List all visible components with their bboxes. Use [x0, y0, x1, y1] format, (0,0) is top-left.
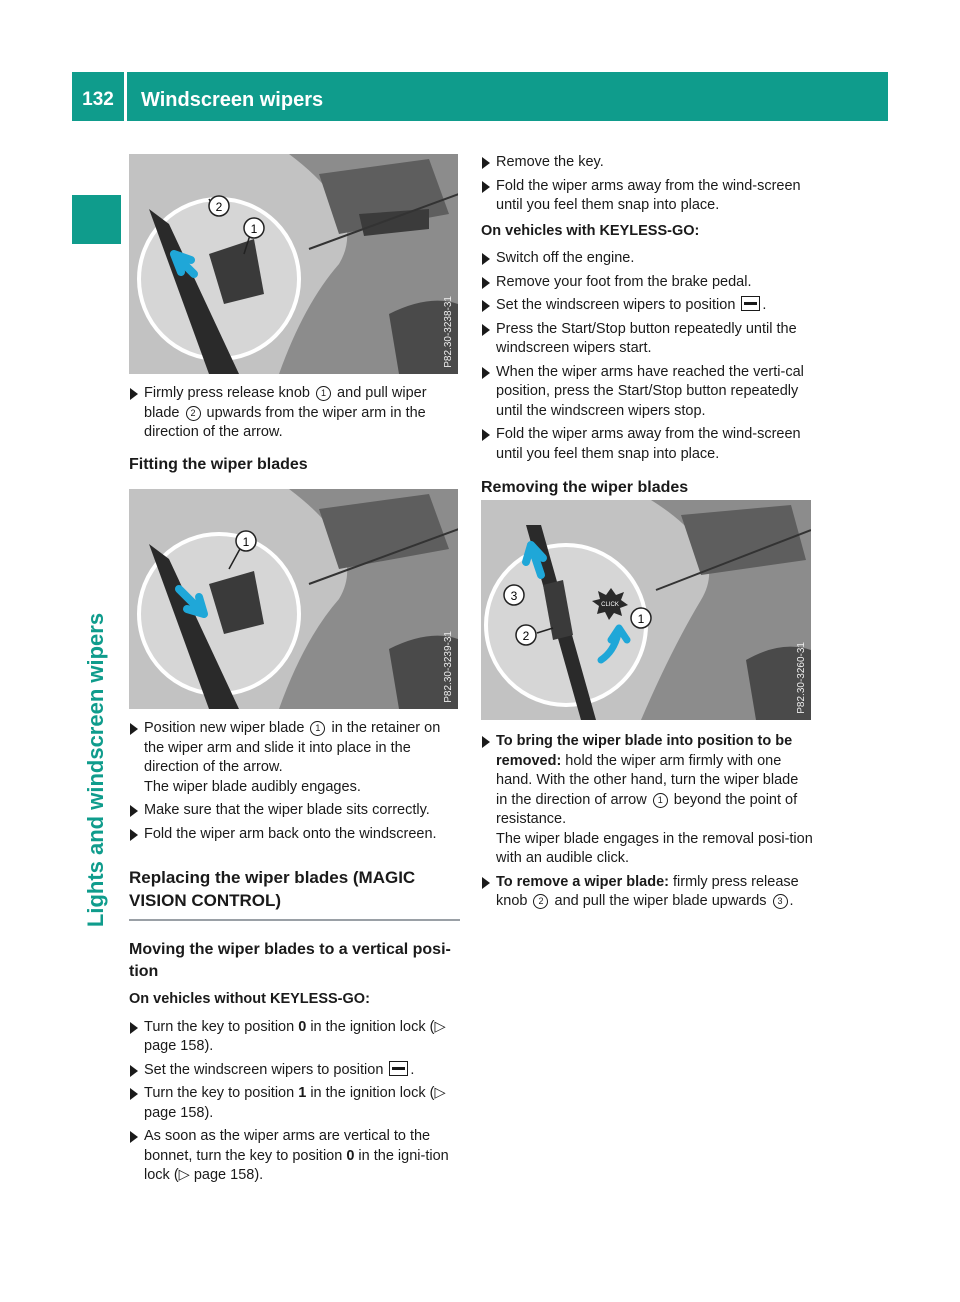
step-set-wipers-keyless: Set the windscreen wipers to position .: [481, 296, 813, 316]
step-removal-position: To bring the wiper blade into position to be removed: hold the wiper arm firmly with one hand. With the other hand, turn the wiper blade in the direction of arrow 1 beyond the point of resistance. The wiper blade engages in the removal posi-tion with an audible click.: [481, 732, 813, 869]
figure-removing-blade: [481, 500, 811, 720]
section-tab: [72, 195, 121, 244]
step-key-0: Turn the key to position 0 in the ignition lock (▷ page 158).: [129, 1018, 460, 1057]
figure-3-callout-3: 3: [510, 589, 518, 603]
callout-ref: 1: [316, 386, 331, 401]
step-fold-away: Fold the wiper arms away from the wind-screen until you feel them snap into place.: [481, 177, 813, 216]
left-column-top: [129, 384, 460, 484]
step-check-seat: Make sure that the wiper blade sits correctly.: [129, 801, 460, 821]
left-column-bottom: [129, 719, 460, 1190]
right-column-top: [481, 153, 813, 508]
right-column-bottom: [481, 732, 813, 916]
figure-code: P82.30-3238-31: [443, 296, 454, 368]
step-release-knob: Firmly press release knob 1 and pull wiper blade 2 upwards from the wiper arm in the direction of the arrow.: [129, 384, 460, 443]
wiper-off-symbol-icon: [389, 1061, 408, 1076]
step-foot-off: Remove your foot from the brake pedal.: [481, 273, 813, 293]
step-start-stop: Press the Start/Stop button repeatedly until the windscreen wipers start.: [481, 320, 813, 359]
header-divider: [124, 72, 127, 121]
page-ref-arrow-icon: ▷: [434, 1018, 446, 1035]
callout-ref: 1: [310, 721, 325, 736]
heading-removing: Removing the wiper blades: [481, 479, 689, 496]
heading-moving: Moving the wiper blades to a vertical posi-tion: [129, 941, 451, 980]
callout-ref: 3: [773, 894, 788, 909]
figure-2-callout-1: 1: [242, 535, 250, 549]
step-remove-key: Remove the key.: [481, 153, 813, 173]
callout-ref: 2: [186, 406, 201, 421]
page-ref-arrow-icon: ▷: [434, 1085, 446, 1101]
figure-code: P82.30-3239-31: [443, 631, 454, 703]
figure-2-illustration: [129, 489, 458, 709]
step-fold-away-keyless: Fold the wiper arms away from the wind-screen until you feel them snap into place.: [481, 425, 813, 464]
step-fold-back: Fold the wiper arm back onto the windscreen.: [129, 825, 460, 845]
step-set-wipers: Set the windscreen wipers to position .: [129, 1061, 460, 1081]
figure-release-knob: [129, 154, 458, 374]
callout-ref: 2: [533, 894, 548, 909]
step-engine-off: Switch off the engine.: [481, 249, 813, 269]
heading-replacing: Replacing the wiper blades (MAGIC VISION CONTROL): [129, 866, 460, 921]
figure-fitting-blade: [129, 489, 458, 709]
figure-1-illustration: [129, 154, 458, 374]
figure-1-callout-1: 1: [250, 222, 258, 236]
page-title: Windscreen wipers: [141, 89, 324, 111]
figure-code: P82.30-3260-31: [796, 642, 807, 714]
label-without-keyless: On vehicles without KEYLESS-GO:: [129, 991, 370, 1007]
page-ref-arrow-icon: ▷: [178, 1167, 190, 1183]
figure-3-callout-2: 2: [522, 629, 530, 643]
figure-3-callout-1: 1: [637, 612, 645, 626]
wiper-off-symbol-icon: [741, 296, 760, 311]
step-key-0-vertical: As soon as the wiper arms are vertical to the bonnet, turn the key to position 0 in the igni-tion lock (▷ page 158).: [129, 1127, 460, 1186]
page-number: 132: [82, 89, 114, 110]
figure-3-illustration: [481, 500, 811, 720]
callout-ref: 1: [653, 793, 668, 808]
step-vertical-stop: When the wiper arms have reached the verti-cal position, press the Start/Stop button repeatedly until the windscreen wipers stop.: [481, 363, 813, 422]
click-label: CLICK: [601, 602, 619, 608]
step-remove-blade: To remove a wiper blade: firmly press release knob 2 and pull the wiper blade upwards 3 .: [481, 873, 813, 912]
step-position-blade: Position new wiper blade 1 in the retainer on the wiper arm and slide it into place in the direction of the arrow. The wiper blade audibly engages.: [129, 719, 460, 797]
label-with-keyless: On vehicles with KEYLESS-GO:: [481, 222, 700, 239]
step-key-1: Turn the key to position 1 in the ignition lock (▷ page 158).: [129, 1084, 460, 1123]
figure-1-callout-2: 2: [215, 200, 223, 214]
heading-fitting: Fitting the wiper blades: [129, 455, 308, 473]
